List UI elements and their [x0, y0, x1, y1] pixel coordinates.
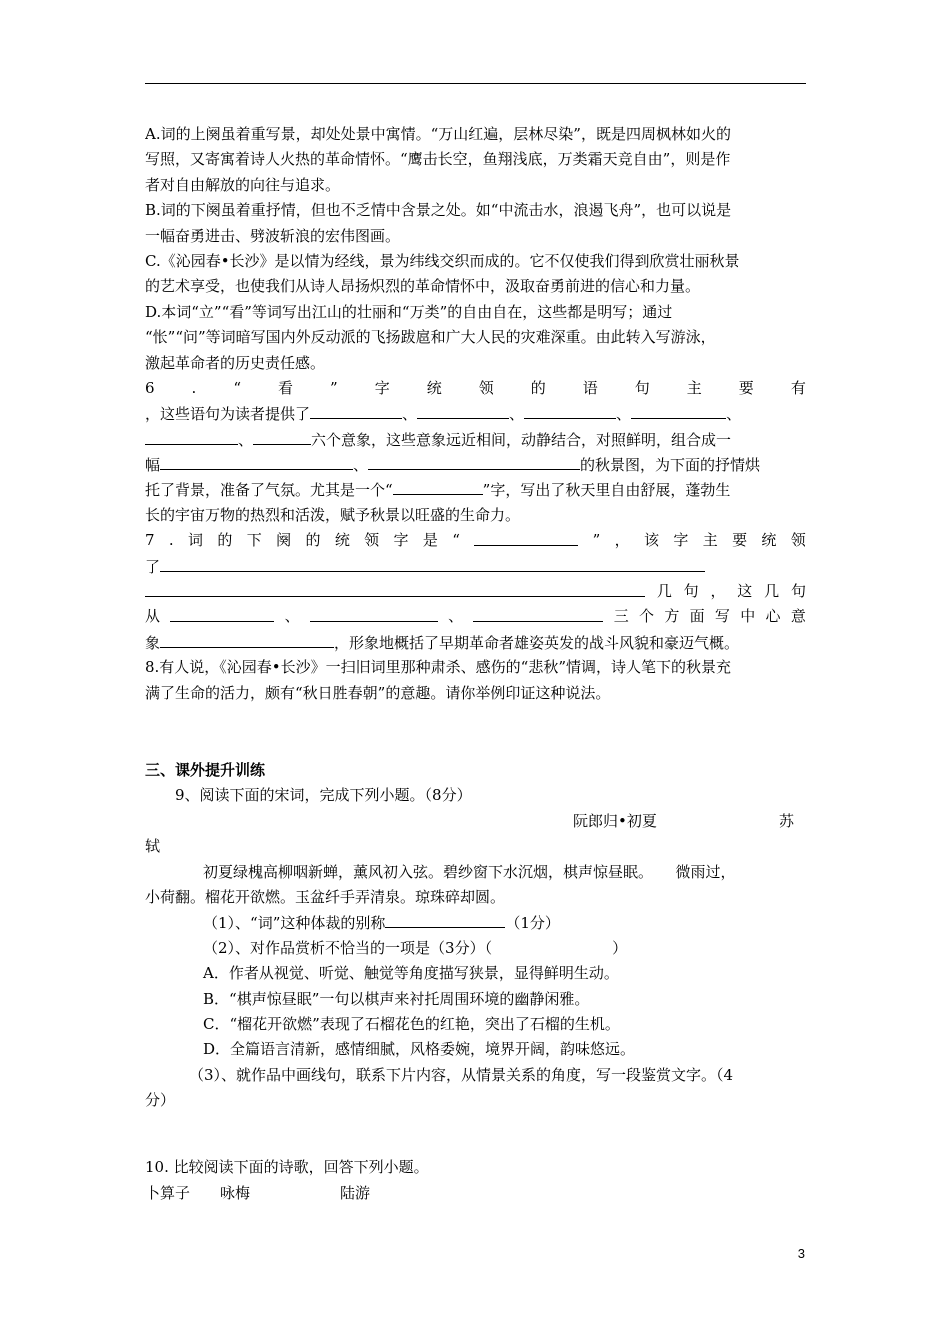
option-b	[145, 198, 806, 249]
answer-blank[interactable]	[160, 554, 705, 572]
q9-sub-3-cont: 分）	[145, 1091, 176, 1110]
answer-blank[interactable]	[160, 452, 353, 470]
answer-space[interactable]	[145, 706, 806, 758]
answer-blank[interactable]	[473, 604, 603, 622]
answer-space[interactable]	[145, 1113, 806, 1155]
header-rule	[145, 83, 806, 84]
answer-blank[interactable]	[631, 401, 726, 419]
text-line: C.《沁园春•长沙》是以情为经线，景为纬线交织而成的。它不仅使我们得到欣赏壮丽秋景	[145, 251, 740, 270]
q9-sub-1: （1）、“词”这种体裁的别称 （1分）	[145, 910, 806, 935]
document-body	[145, 122, 806, 1206]
poem-line: 初夏绿槐高柳咽新蝉，薰风初入弦。碧纱窗下水沉烟，棋声惊昼眠。 微雨过，	[203, 862, 736, 881]
q9-option-b: B．“棋声惊昼眠”一句以棋声来衬托周围环境的幽静闲雅。	[203, 989, 590, 1008]
question-10	[145, 1155, 806, 1206]
answer-blank[interactable]	[145, 427, 238, 445]
q7-line-2: 了	[145, 554, 806, 579]
text-line: 一幅奋勇进击、劈波斩浪的宏伟图画。	[145, 226, 401, 245]
option-c	[145, 249, 806, 300]
answer-blank[interactable]	[145, 579, 645, 597]
section-heading: 三、课外提升训练	[145, 760, 266, 779]
q6-line-3: 、 六个意象，这些意象远近相间，动静结合，对照鲜明，组合成一	[145, 427, 806, 452]
poem-author-part: 轼	[145, 837, 161, 856]
q7-line-1: 7 . 词 的 下 阕 的 统 领 字 是 “ ” ， 该 字 主 要 统 领	[145, 528, 806, 553]
q10-intro: 10. 比较阅读下面的诗歌，回答下列小题。	[145, 1158, 429, 1177]
page-number: 3	[797, 1246, 805, 1261]
q6-line-2: ，这些语句为读者提供了 、 、 、 、	[145, 401, 806, 426]
q9-option-d: D．全篇语言清新，感情细腻，风格委婉，境界开阔，韵味悠远。	[203, 1040, 636, 1059]
q9-sub-3: （3）、就作品中画线句，联系下片内容，从情景关系的角度，写一段鉴赏文字。（4	[189, 1065, 734, 1084]
text-line: 满了生命的活力，颇有“秋日胜春朝”的意趣。请你举例印证这种说法。	[145, 683, 611, 702]
text-line: 的艺术享受，也使我们从诗人昂扬炽烈的革命情怀中，汲取奋勇前进的信心和力量。	[145, 277, 701, 296]
poem-line: 小荷翻。榴花开欲燃。玉盆纤手弄清泉。琼珠碎却圆。	[145, 887, 506, 906]
text-line: “怅”“问”等词暗写国内外反动派的飞扬跋扈和广大人民的灾难深重。由此转入写游泳，	[145, 328, 716, 347]
answer-blank[interactable]	[310, 401, 402, 419]
text-line: B.词的下阕虽着重抒情，但也不乏情中含景之处。如“中流击水，浪遏飞舟”，也可以说是	[145, 201, 732, 220]
answer-blank[interactable]	[310, 604, 438, 622]
answer-blank[interactable]	[368, 452, 580, 470]
answer-blank[interactable]	[393, 477, 483, 495]
answer-blank[interactable]	[253, 427, 311, 445]
q6-line-6: 长的宇宙万物的热烈和活泼，赋予秋景以旺盛的生命力。	[145, 505, 521, 524]
q9-sub-2: （2）、对作品赏析不恰当的一项是（3分）（ ）	[203, 938, 628, 957]
poem-title-row	[145, 809, 806, 834]
text-line: D.本词“立”“看”等词写出江山的壮丽和“万类”的自由自在，这些都是明写；通过	[145, 302, 673, 321]
text-line: 者对自由解放的向往与追求。	[145, 175, 341, 194]
q7-line-5: 象 ，形象地概括了早期革命者雄姿英发的战斗风貌和豪迈气概。	[145, 630, 806, 655]
question-6	[145, 376, 806, 528]
option-a	[145, 122, 806, 198]
q6-line-1: 6 . “ 看 ” 字 统 领 的 语 句 主 要 有	[145, 378, 806, 397]
q7-line-4: 从 、 、 三 个 方 面 写 中 心 意	[145, 604, 806, 629]
poem-title: 卜算子 咏梅 陆游	[145, 1183, 371, 1202]
answer-blank[interactable]	[524, 401, 616, 419]
question-9	[145, 783, 806, 1113]
q6-line-4: 幅 、 的秋景图，为下面的抒情烘	[145, 452, 806, 477]
question-7	[145, 528, 806, 655]
text-line: A.词的上阕虽着重写景，却处处景中寓情。“万山红遍，层林尽染”，既是四周枫林如火的	[145, 125, 731, 143]
answer-blank[interactable]	[474, 528, 578, 546]
q9-option-c: C．“榴花开欲燃”表现了石榴花色的红艳，突出了石榴的生机。	[203, 1014, 620, 1033]
text-line: 激起革命者的历史责任感。	[145, 353, 326, 372]
poem-title: 阮郎归•初夏	[573, 811, 657, 830]
poem-author-part: 苏	[778, 811, 794, 830]
option-d	[145, 300, 806, 376]
answer-blank[interactable]	[385, 910, 505, 928]
q7-line-3: 几 句 ， 这 几 句	[145, 579, 806, 604]
question-8	[145, 655, 806, 706]
q9-option-a: A．作者从视觉、听觉、触觉等角度描写狭景，显得鲜明生动。	[203, 964, 619, 983]
text-line: 8.有人说，《沁园春•长沙》一扫旧词里那种肃杀、感伤的“悲秋”情调，诗人笔下的秋景充	[145, 658, 732, 677]
answer-blank[interactable]	[170, 604, 274, 622]
q6-line-5: 托了背景，准备了气氛。尤其是一个“ ”字，写出了秋天里自由舒展，蓬勃生	[145, 477, 806, 502]
answer-blank[interactable]	[160, 630, 334, 648]
text-line: 写照，又寄寓着诗人火热的革命情怀。“鹰击长空，鱼翔浅底，万类霜天竞自由”，则是作	[145, 150, 731, 169]
q9-intro: 9、阅读下面的宋词，完成下列小题。（8分）	[175, 786, 472, 805]
answer-blank[interactable]	[417, 401, 509, 419]
